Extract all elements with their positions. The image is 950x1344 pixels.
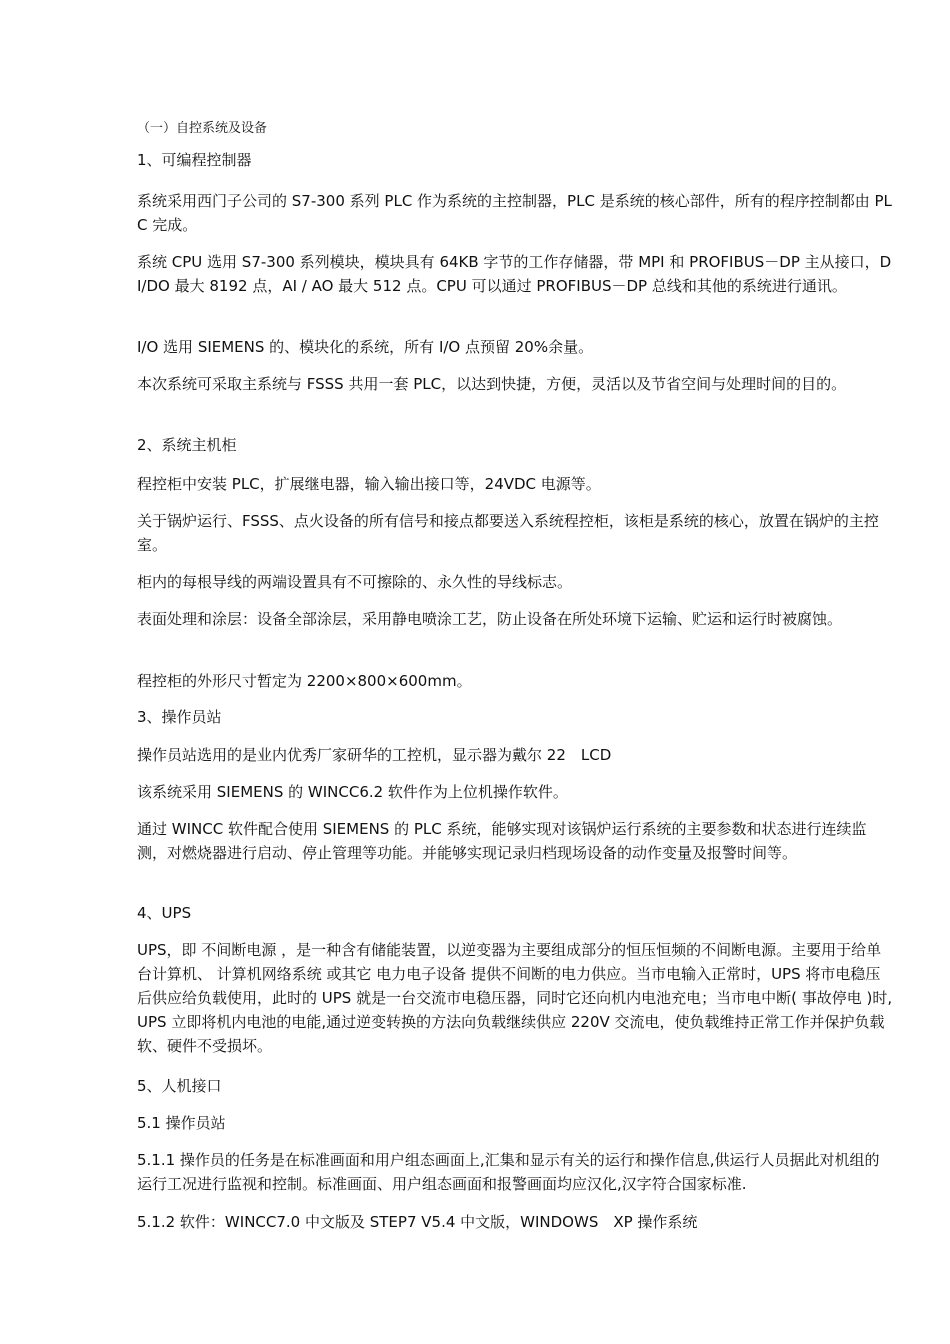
paragraph-cabinet-size: 程控柜的外形尺寸暂定为 2200×800×600mm。 (137, 672, 472, 690)
paragraph-io: I/O 选用 SIEMENS 的、模块化的系统，所有 I/O 点预留 20%余量。 (137, 338, 594, 356)
paragraph-monitoring: 通过 WINCC 软件配合使用 SIEMENS 的 PLC 系统，能够实现对该锅炉运行系统的主要参数和状态进行连续监测，对燃烧器进行启动、停止管理等功能。并能够实现记录归档现场设备的动作变量及报警时间等。 (137, 820, 867, 862)
section-title: （一）自控系统及设备 (137, 121, 268, 136)
paragraph-cpu: 系统 CPU 选用 S7-300 系列模块，模块具有 64KB 字节的工作存储器，带 MPI 和 PROFIBUS－DP 主从接口，DI/DO 最大 8192 点，AI / AO 最大 512 点。CPU 可以通过 PROFIBUS－DP 总线和其他的系统进行通讯。 (137, 253, 892, 295)
heading-operator-station: 3、操作员站 (137, 708, 222, 726)
heading-ups: 4、UPS (137, 904, 192, 922)
paragraph-ups: UPS，即 不间断电源 ，是一种含有储能装置，以逆变器为主要组成部分的恒压恒频的不间断电源。主要用于给单台计算机、 计算机网络系统 或其它 电力电子设备 提供不间断的电力供应。当市电输入正常时，UPS 将市电稳压后供应给负载使用，此时的 UPS 就是一台交流市电稳压器，同时它还向机内电池充电；当市电中断( 事故停电 )时, UPS 立即将机内电池的电能,通过逆变转换的方法向负载继续供应 220V 交流电，使负载维持正常工作并保护负载软、硬件不受损坏。 (137, 941, 893, 1055)
paragraph-ipc: 操作员站选用的是业内优秀厂家研华的工控机，显示器为戴尔 22 LCD (137, 746, 612, 764)
paragraph-cabinet-signals: 关于锅炉运行、FSSS、点火设备的所有信号和接点都要送入系统程控柜，该柜是系统的核心，放置在锅炉的主控室。 (137, 512, 879, 554)
paragraph-plc-main: 系统采用西门子公司的 S7-300 系列 PLC 作为系统的主控制器，PLC 是系统的核心部件，所有的程序控制都由 PLC 完成。 (137, 192, 892, 234)
paragraph-5-1-1: 5.1.1 操作员的任务是在标准画面和用户组态画面上,汇集和显示有关的运行和操作信息,供运行人员据此对机组的运行工况进行监视和控制。标准画面、用户组态画面和报警画面均应汉化,汉字符合国家标准. (137, 1151, 880, 1193)
paragraph-cabinet-install: 程控柜中安装 PLC，扩展继电器，输入输出接口等，24VDC 电源等。 (137, 475, 601, 493)
heading-main-cabinet: 2、系统主机柜 (137, 436, 237, 454)
paragraph-5-1-2: 5.1.2 软件：WINCC7.0 中文版及 STEP7 V5.4 中文版，WINDOWS XP 操作系统 (137, 1213, 698, 1231)
heading-operator-station-5-1: 5.1 操作员站 (137, 1114, 226, 1132)
heading-plc: 1、可编程控制器 (137, 151, 252, 169)
heading-hmi: 5、人机接口 (137, 1077, 222, 1095)
paragraph-coating: 表面处理和涂层：设备全部涂层，采用静电喷涂工艺，防止设备在所处环境下运输、贮运和运行时被腐蚀。 (137, 610, 843, 628)
paragraph-fsss-plc: 本次系统可采取主系统与 FSSS 共用一套 PLC，以达到快捷，方便，灵活以及节省空间与处理时间的目的。 (137, 375, 847, 393)
paragraph-wincc: 该系统采用 SIEMENS 的 WINCC6.2 软件作为上位机操作软件。 (137, 783, 568, 801)
paragraph-wire-marks: 柜内的每根导线的两端设置具有不可擦除的、永久性的导线标志。 (137, 573, 573, 591)
